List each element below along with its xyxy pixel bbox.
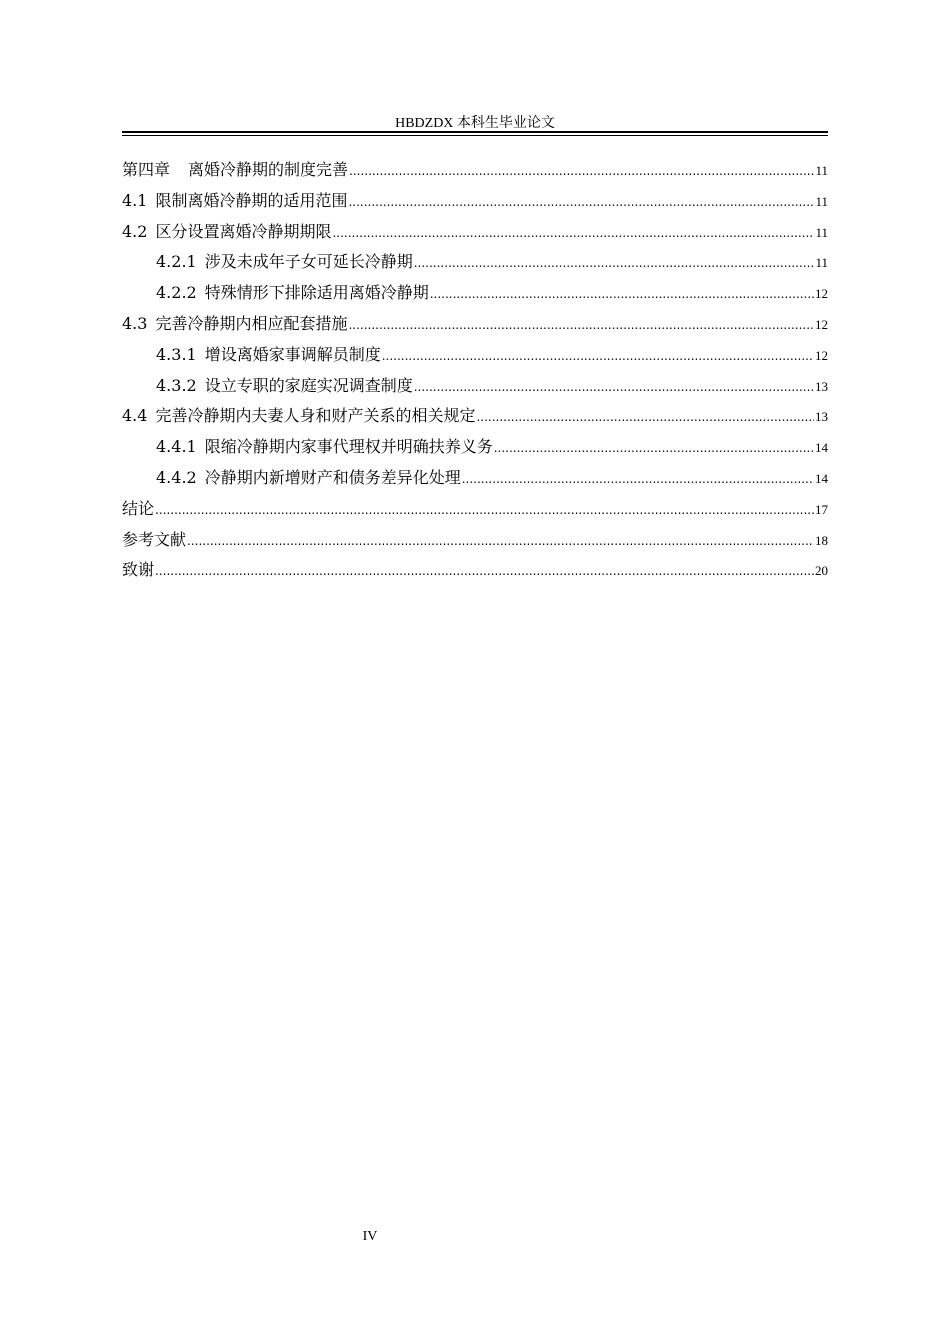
toc-entry-page: 12 <box>815 286 828 302</box>
toc-entry-number: 4.4.1 <box>156 437 197 457</box>
toc-entry-page: 11 <box>815 163 828 178</box>
toc-entry[interactable] <box>122 525 828 556</box>
toc-entry-number: 4.2 <box>122 221 148 241</box>
toc-entry[interactable] <box>122 494 828 525</box>
header-rule-thick <box>122 131 828 133</box>
toc-entry-page: 17 <box>815 501 828 517</box>
toc-entry-title: 完善冷静期内夫妻人身和财产关系的相关规定 <box>155 406 476 426</box>
toc-entry-title: 涉及未成年子女可延长冷静期 <box>204 252 413 272</box>
toc-entry[interactable] <box>122 432 828 463</box>
toc-entry-number: 4.3.2 <box>156 375 197 395</box>
header-rule-thin <box>122 135 828 136</box>
toc-entry-title: 离婚冷静期的制度完善 <box>188 160 349 179</box>
toc-dot-leader <box>476 402 814 433</box>
toc-entry-number: 4.3.1 <box>156 344 197 364</box>
toc-entry-page: 14 <box>815 440 828 456</box>
page-header: HBDZDX 本科生毕业论文 <box>395 116 555 131</box>
toc-entry-title: 限缩冷静期内家事代理权并明确扶养义务 <box>204 437 493 457</box>
toc-entry-number: 4.1 <box>122 190 148 210</box>
toc-dot-leader <box>332 218 814 249</box>
toc-entry-title: 增设离婚家事调解员制度 <box>204 344 381 364</box>
toc-entry-title: 区分设置离婚冷静期期限 <box>155 221 332 241</box>
toc-entry[interactable] <box>122 309 828 340</box>
toc-dot-leader <box>494 433 814 464</box>
toc-dot-leader <box>414 248 815 279</box>
toc-entry-title: 参考文献 <box>122 529 187 549</box>
toc-entry-number: 4.4 <box>122 406 148 426</box>
toc-dot-leader <box>155 556 814 587</box>
toc-entry-page: 13 <box>815 409 828 425</box>
toc-entry-title: 设立专职的家庭实况调查制度 <box>204 375 413 395</box>
toc-entry-title: 特殊情形下排除适用离婚冷静期 <box>204 283 429 303</box>
toc-dot-leader <box>349 156 814 187</box>
toc-entry-page: 14 <box>815 470 828 486</box>
toc-entry-page: 20 <box>815 563 828 579</box>
toc-entry[interactable] <box>122 186 828 217</box>
toc-entry[interactable] <box>122 555 828 586</box>
toc-entry[interactable] <box>122 371 828 402</box>
toc-entry-page: 13 <box>815 378 828 394</box>
toc-entry-title: 冷静期内新增财产和债务差异化处理 <box>204 467 461 487</box>
toc-entry[interactable] <box>122 340 828 371</box>
toc-entry[interactable] <box>122 247 828 278</box>
toc-entry-title: 完善冷静期内相应配套措施 <box>155 313 348 333</box>
toc-entry[interactable] <box>122 401 828 432</box>
toc-dot-leader <box>348 310 814 341</box>
toc-entry-page: 11 <box>815 193 828 209</box>
page-number: IV <box>362 1229 378 1244</box>
toc-entry-number: 4.2.1 <box>156 252 197 272</box>
toc-dot-leader <box>348 187 814 218</box>
toc-entry[interactable] <box>122 278 828 309</box>
toc-entry-number: 4.4.2 <box>156 467 197 487</box>
toc-dot-leader <box>382 341 814 372</box>
toc-entry[interactable] <box>122 155 828 186</box>
toc-entry-page: 11 <box>815 224 828 240</box>
toc-entry-page: 18 <box>815 532 828 548</box>
toc-dot-leader <box>430 279 814 310</box>
toc-entry-page: 11 <box>815 255 828 271</box>
toc-entry-title: 致谢 <box>122 560 155 580</box>
toc-entry[interactable] <box>122 217 828 248</box>
toc-entry-page: 12 <box>815 316 828 332</box>
toc-dot-leader <box>462 464 814 495</box>
toc-entry-title: 限制离婚冷静期的适用范围 <box>155 190 348 210</box>
toc-entry-title: 结论 <box>122 498 155 518</box>
toc-dot-leader <box>187 526 814 557</box>
toc-entry-number: 4.3 <box>122 313 148 333</box>
toc-entry-page: 12 <box>815 347 828 363</box>
table-of-contents <box>122 155 828 586</box>
toc-dot-leader <box>155 495 814 526</box>
toc-entry[interactable] <box>122 463 828 494</box>
toc-entry-number: 4.2.2 <box>156 283 197 303</box>
toc-entry-number: 第四章 <box>122 160 171 179</box>
toc-dot-leader <box>414 372 814 403</box>
